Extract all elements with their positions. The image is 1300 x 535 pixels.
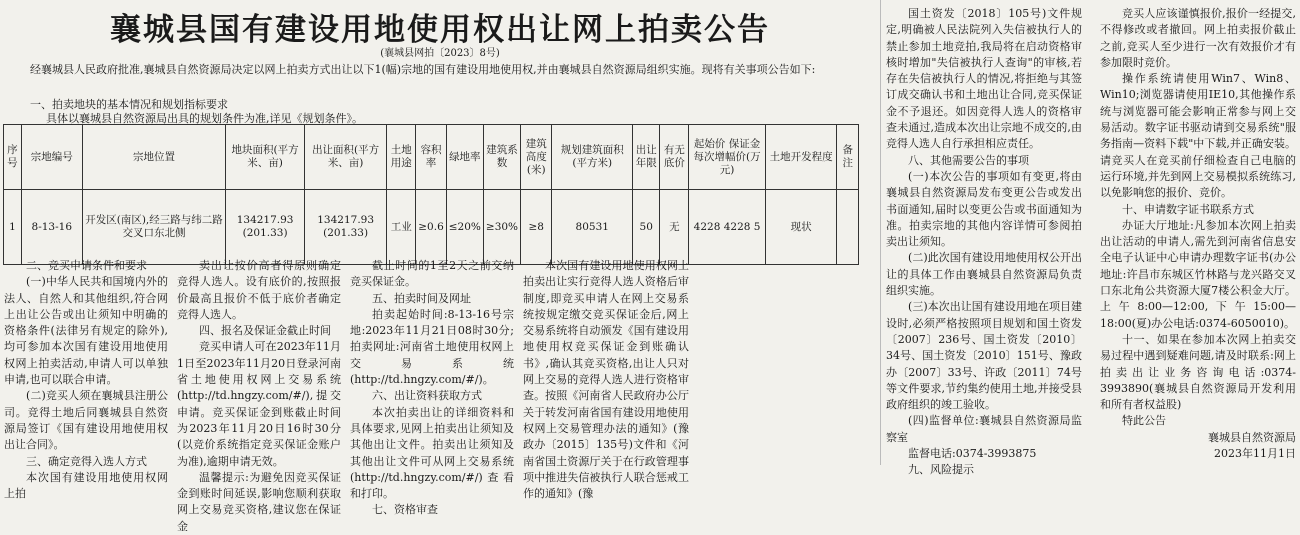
paragraph: 竞买人应该谨慎报价,报价一经提交,不得修改或者撤回。网上拍卖报价截止之前,竞买人至少进行一次有效报价才有参加限时竞价。: [1100, 7, 1296, 69]
column-3: [350, 258, 514, 517]
table-header-cell: 有无底价: [660, 125, 689, 190]
table-header-cell: 宗地位置: [82, 125, 226, 190]
paragraph: (四)监督单位:襄城县自然资源局监察室: [886, 414, 1082, 444]
table-header-cell: 出让面积(平方米、亩): [304, 125, 386, 190]
paragraph: (二)竞买人须在襄城县注册公司。竞得土地后同襄城县自然资源局签订《国有建设用地使用权出让合同》。: [4, 389, 168, 452]
paragraph: 截止时间的1至2天之前交纳竞买保证金。: [350, 259, 514, 289]
paragraph: 四、报名及保证金截止时间: [199, 324, 331, 338]
land-table: [3, 124, 859, 265]
table-header-cell: 绿地率: [446, 125, 483, 190]
table-cell: 现状: [765, 190, 837, 265]
paragraph: 本次国有建设用地使用权网上拍卖出让实行竞得人选人资格后审制度,即竞买申请人在网上交易系统按规定缴交竞买保证金后,网上交易系统将自动颁发《国有建设用地使用权竞买保证金到账确认书》,确认其竞买资格,出让人只对网上交易的竞得人选人进行资格审查。按照《河南省人民政府办公厅关于转发河南省国有建设用地使用权网上交易管理办法的通知》(豫政办〔2015〕135号)文件和《河南省国土资源厅关于在行政管理事项中推进失信被执行人联合惩戒工作的通知》(豫: [523, 259, 689, 501]
paragraph: (二)此次国有建设用地使用权公开出让的具体工作由襄城县自然资源局负责组织实施。: [886, 251, 1082, 298]
intro-paragraph: 经襄城县人民政府批准,襄城县自然资源局决定以网上拍卖方式出让以下1(幅)宗地的国有建设用地使用权,并由襄城县自然资源局组织实施。现将有关事项公告如下:: [30, 63, 816, 76]
table-cell: 无: [660, 190, 689, 265]
body-columns: [4, 258, 864, 533]
column-divider: [880, 0, 881, 465]
table-header-row: [4, 125, 859, 190]
document-number: (襄城县网拍〔2023〕8号): [380, 48, 500, 59]
table-cell: 1: [4, 190, 22, 265]
paragraph: 八、其他需要公告的事项: [908, 153, 1029, 167]
paragraph: 本次拍卖出让的详细资料和具体要求,见网上拍卖出让须知及其他出让文件。拍卖出让须知及其他出让文件可从网上交易系统(http://td.hngzy.com/#/)查看和打印。: [350, 405, 514, 501]
table-header-cell: 备注: [837, 125, 859, 190]
table-cell: 开发区(南区),经三路与纬二路交叉口东北侧: [82, 190, 226, 265]
column-6: [1100, 6, 1296, 465]
column-1: [4, 258, 168, 501]
paragraph: 竞买申请人可在2023年11月1日至2023年11月20日登录河南省土地使用权网上交易系统(http://td.hngzy.com/#/),提交申请。竞买保证金到账截止时间为2023年11月20日16时30分(以竞价系统指定竞买保证金账户为准),逾期申请无效。: [177, 340, 341, 468]
paragraph: 办证大厅地址:凡参加本次网上拍卖出让活动的申请人,需先到河南省信息安全电子认证中心申请办理数字证书(办公地址:许昌市东城区竹林路与龙兴路交叉口东北角公共资源大厦7楼公积金大厅。上午8:00—12:00,下午15:00—18:00(夏)办公电话:0374-6050010)。: [1100, 218, 1296, 330]
table-header-cell: 地块面积(平方米、亩): [226, 125, 305, 190]
paragraph: 特此公告: [1122, 414, 1166, 428]
paragraph: 五、拍卖时间及网址: [372, 291, 471, 305]
table-cell: 80531: [552, 190, 633, 265]
paragraph: 二、竞买申请条件和要求: [26, 259, 147, 272]
paragraph: 七、资格审查: [372, 503, 438, 517]
table-cell: 工业: [387, 190, 416, 265]
table-header-cell: 土地开发程度: [765, 125, 837, 190]
paragraph: 六、出让资料获取方式: [372, 389, 482, 403]
page-title: 襄城县国有建设用地使用权出让网上拍卖公告: [110, 12, 770, 48]
paragraph: (一)中华人民共和国境内外的法人、自然人和其他组织,符合网上出让公告或出让须知中明确的资格条件(法律另有规定的除外),均可参加本次国有建设用地使用权网上拍卖活动,申请人可以单独申请,也可以联合申请。: [4, 275, 168, 387]
column-2: [177, 258, 341, 533]
table-header-cell: 序号: [4, 125, 22, 190]
right-section: [882, 0, 1300, 477]
paragraph: 九、风险提示: [908, 463, 974, 477]
table-cell: 50: [633, 190, 660, 265]
paragraph: 十一、如果在参加本次网上拍卖交易过程中遇到疑难问题,请及时联系:网上拍卖出让业务咨询电话:0374-3993890(襄城县自然资源局开发利用和所有者权益股): [1100, 332, 1296, 412]
table-cell: 134217.93 (201.33): [304, 190, 386, 265]
table-cell: 8-13-16: [21, 190, 82, 265]
section1-title: 一、拍卖地块的基本情况和规划指标要求: [30, 98, 228, 111]
paragraph: 卖出让按价高者得原则确定竞得人选人。设有底价的,按照报价最高且报价不低于底价者确定竞得人选人。: [177, 259, 341, 321]
paragraph: 国土资发〔2018〕105号)文件规定,明确被人民法院列入失信被执行人的禁止参加土地竞拍,我局将在启动资格审核时增加"失信被执行人查询"的审核,若存在失信被执行人的情况,将拒绝与其签订成交确认书和土地出让合同,竞买保证金不予退还。如因竞得人选人的资格审查未通过,造成本次出让宗地不成交的,由竞得人选人自行承担相应责任。: [886, 7, 1082, 151]
table-cell: [837, 190, 859, 265]
paragraph: 三、确定竞得入选人方式: [26, 454, 147, 468]
section1-subtitle: 具体以襄城县自然资源局出具的规划条件为准,详见《规划条件》。: [46, 112, 363, 125]
table-cell: 134217.93 (201.33): [226, 190, 305, 265]
paragraph: 本次国有建设用地使用权网上拍: [4, 470, 168, 501]
signature-org: 襄城县自然资源局: [1208, 430, 1296, 444]
table-header-cell: 建筑系数: [483, 125, 520, 190]
table-header-cell: 规划建筑面积(平方米): [552, 125, 633, 190]
table-header-cell: 起始价 保证金 每次增幅价(万元): [689, 125, 765, 190]
paragraph: (一)本次公告的事项如有变更,将由襄城县自然资源局发布变更公告或发出书面通知,届时以变更公告或书面通知为准。拍卖宗地的其他内容详情可参阅拍卖出让须知。: [886, 169, 1082, 249]
table-row: [4, 190, 859, 265]
column-4: [523, 258, 689, 501]
paragraph: 温馨提示:为避免因竞买保证金到账时间延误,影响您顺利获取网上交易竞买资格,建议您在保证金: [177, 470, 341, 533]
paragraph: 操作系统请使用Win7、Win8、Win10;浏览器请使用IE10,其他操作系统与浏览器可能会影响正常参与网上交易活动。数字证书驱动请到交易系统"服务指南—资料下载"中下载,并正确安装。请竞买人在竞买前仔细检查自己电脑的运行环境,并先到网上交易模拟系统练习,以免影响您的报价、竞价。: [1100, 72, 1296, 200]
paragraph: 监督电话:0374-3993875: [908, 447, 1037, 461]
table-header-cell: 出让年限: [633, 125, 660, 190]
column-5: [886, 6, 1082, 477]
table-cell: ≤20%: [446, 190, 483, 265]
paragraph: 拍卖起始时间:8-13-16号宗地:2023年11月21日08时30分;拍卖网址:河南省土地使用权网上交易系统(http://td.hngzy.com/#/)。: [350, 307, 514, 387]
table-header-cell: 宗地编号: [21, 125, 82, 190]
table-header-cell: 容积率: [416, 125, 447, 190]
signature-date: 2023年11月1日: [1214, 447, 1296, 461]
table-header-cell: 建筑高度(米): [521, 125, 552, 190]
table-header-cell: 土地用途: [387, 125, 416, 190]
paragraph: (三)本次出让国有建设用地在项目建设时,必须严格按照项目规划和国土资发〔2007〕236号、国土资发〔2010〕34号、国土资发〔2010〕151号、豫政办〔2007〕33号、许政〔2011〕74号等文件要求,节约集约使用土地,并接受县政府组织的竣工验收。: [886, 300, 1082, 412]
paragraph: 十、申请数字证书联系方式: [1122, 202, 1254, 216]
table-cell: ≥8: [521, 190, 552, 265]
table-cell: ≥30%: [483, 190, 520, 265]
table-cell: 4228 4228 5: [689, 190, 765, 265]
table-cell: ≥0.6: [416, 190, 447, 265]
